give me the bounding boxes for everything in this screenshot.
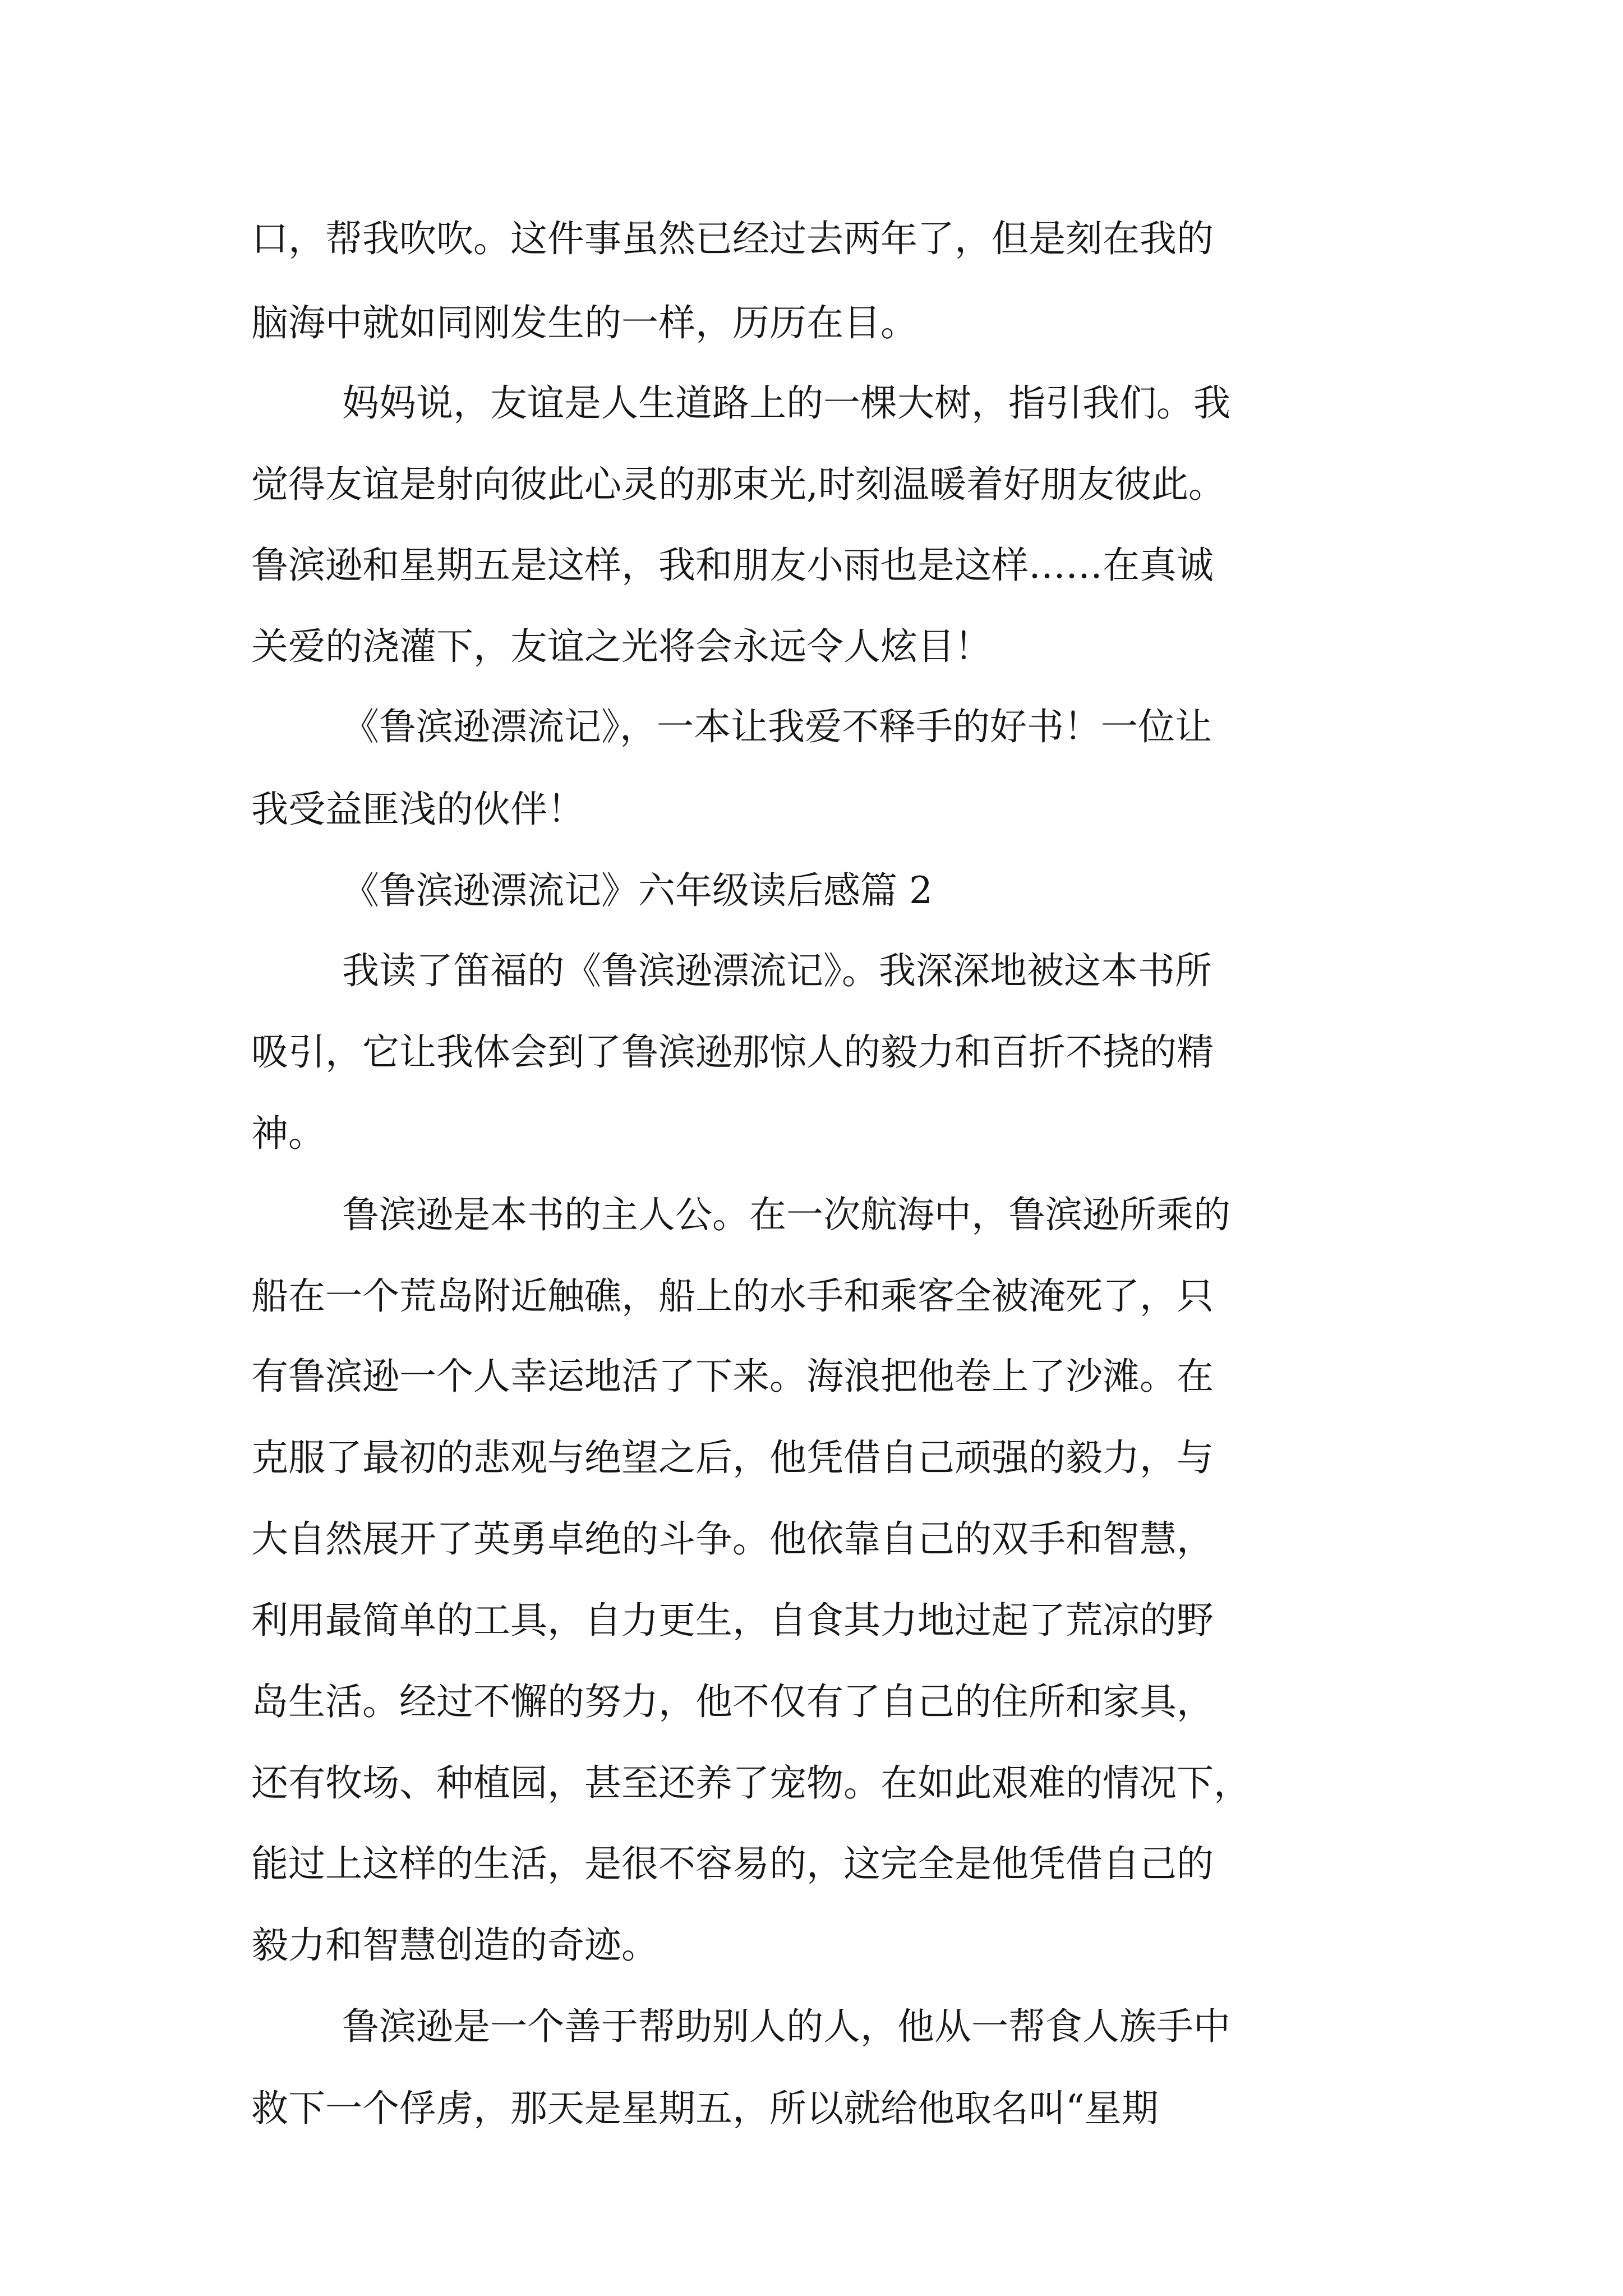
text-line: 有鲁滨逊一个人幸运地活了下来。海浪把他卷上了沙滩。在 <box>251 1355 1214 1398</box>
text-line: 神。 <box>251 1112 325 1155</box>
text-line: 大自然展开了英勇卓绝的斗争。他依靠自己的双手和智慧， <box>251 1517 1214 1561</box>
paragraph-start: 妈妈说，友谊是人生道路上的一棵大树，指引我们。我 <box>342 381 1230 425</box>
text-line: 口，帮我吹吹。这件事虽然已经过去两年了，但是刻在我的 <box>251 217 1214 260</box>
text-line: 脑海中就如同刚发生的一样，历历在目。 <box>251 301 917 344</box>
text-line: 我受益匪浅的伙伴！ <box>251 788 584 831</box>
text-line: 关爱的浇灌下，友谊之光将会永远令人炫目！ <box>251 625 992 668</box>
text-line: 船在一个荒岛附近触礁，船上的水手和乘客全被淹死了，只 <box>251 1274 1214 1318</box>
text-line: 克服了最初的悲观与绝望之后，他凭借自己顽强的毅力，与 <box>251 1436 1214 1479</box>
paragraph-start: 《鲁滨逊漂流记》，一本让我爱不释手的好书！一位让 <box>342 705 1212 748</box>
text-line: 毅力和智慧创造的奇迹。 <box>251 1924 658 1967</box>
paragraph-start: 鲁滨逊是本书的主人公。在一次航海中，鲁滨逊所乘的 <box>342 1193 1230 1236</box>
paragraph-start: 我读了笛福的《鲁滨逊漂流记》。我深深地被这本书所 <box>342 949 1212 992</box>
text-line: 救下一个俘虏，那天是星期五，所以就给他取名叫“星期 <box>251 2087 1159 2130</box>
text-line: 能过上这样的生活，是很不容易的，这完全是他凭借自己的 <box>251 1842 1214 1885</box>
text-line: 利用最简单的工具，自力更生，自食其力地过起了荒凉的野 <box>251 1599 1214 1642</box>
text-line: 觉得友谊是射向彼此心灵的那束光,时刻温暖着好朋友彼此。 <box>251 463 1225 506</box>
text-line: 岛生活。经过不懈的努力，他不仅有了自己的住所和家具， <box>251 1680 1214 1723</box>
text-line: 鲁滨逊和星期五是这样，我和朋友小雨也是这样……在真诚 <box>251 544 1214 587</box>
paragraph-start: 鲁滨逊是一个善于帮助别人的人，他从一帮食人族手中 <box>342 2005 1230 2048</box>
section-heading: 《鲁滨逊漂流记》六年级读后感篇 2 <box>342 869 933 912</box>
text-line: 还有牧场、种植园，甚至还养了宠物。在如此艰难的情况下， <box>251 1761 1251 1805</box>
text-line: 吸引，它让我体会到了鲁滨逊那惊人的毅力和百折不挠的精 <box>251 1030 1214 1074</box>
